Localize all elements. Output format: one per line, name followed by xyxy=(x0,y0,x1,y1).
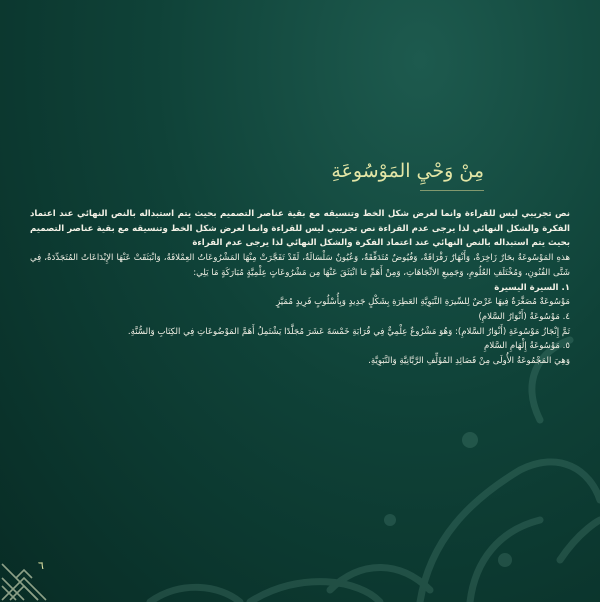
title-divider xyxy=(420,190,484,191)
list-item-heading: ٤. مَوْسُوعَةُ (أَنْوَارُ السَّلامِ) xyxy=(478,311,570,322)
main-paragraph: هذهِ المَوْسُوعَةُ بحَارٌ زَاخِرَةٌ، وَأَنْهَارٌ رَقْرَاقَةٌ، وَفُيُوضٌ مُتَدَفِّقَةٌ، وَعُيُونٌ سَلْسَالَةٌ، لَقَدْ تَفَجَّرَتْ مِنْهَا المَشْرُوعَاتُ العِمْلاقَةُ، وَانْبَثَقَتْ عَنْهَا الإِبْدَاعَاتُ المُتَجَدِّدَةُ، فِي شَتَّى الفُنُونِ، وَمُخْتَلَفِ العُلُومِ، وَجَمِيعِ الاتِّجَاهَاتِ، وَمِنْ أَهَمِّ مَا انْبَثَقَ عَنْهَا مِن مَشْرُوعَاتٍ عِلْمِيَّةٍ مُبَارَكَةٍ مَا يَلِي: xyxy=(30,253,570,278)
list-item-heading: ٥. مَوْسُوعَةُ إِلْهَامِ السَّلامِ xyxy=(484,341,570,352)
intro-paragraph: نص تجريبي ليس للقراءة وانما لعرض شكل الخط وتنسيقه مع بقية عناصر التصميم بحيث يتم استبداله بالنص النهائي عند اعتماد الفكرة والشكل النهائي لذا يرجى عدم القراءة نص تجريبي ليس للقراءة وانما لعرض شكل الخط وتنسيقه مع بقية عناصر التصميم بحيث يتم استبداله بالنص النهائي عند اعتماد الفكرة والشكل النهائي لذا يرجى عدم القراءة xyxy=(30,209,570,249)
list-item-heading: ١. السيرة اليسيرة xyxy=(494,282,570,293)
list-item-description: وَهِيَ المَجْمُوعَةُ الأُولَى مِنْ قَصَائِدِ المُؤَلِّفِ الرَّبَّانِيَّةِ وَالنَّبَوِيَّةِ. xyxy=(368,356,570,367)
page-number: ٦ xyxy=(38,559,44,572)
article-body xyxy=(30,207,570,369)
list-item-description: تَمَّ إِنْجَازُ مَوْسُوعَةِ (أَنْوَارُ السَّلامِ): وَهُوَ مَشْرُوعٌ عِلْمِيٌّ فِي قُرَابَةِ خَمْسَةَ عَشَرَ مُجَلَّدًا يَشْتَمِلُ أَهَمَّ المَوْضُوعَاتِ فِي الكِتَابِ وَالسُّنَّةِ. xyxy=(127,326,570,337)
section-title: مِنْ وَحْيِ المَوْسُوعَةِ xyxy=(331,160,484,182)
list-item-description: مَوْسُوعَةٌ مُصَغَّرَةٌ فِيهَا عَرْضٌ لِلسِّيرَةِ النَّبَوِيَّةِ العَطِرَةِ بِشَكْلٍ جَدِيدٍ وَبِأُسْلُوبٍ فَرِيدٍ مُمَيَّزٍ xyxy=(276,297,570,308)
